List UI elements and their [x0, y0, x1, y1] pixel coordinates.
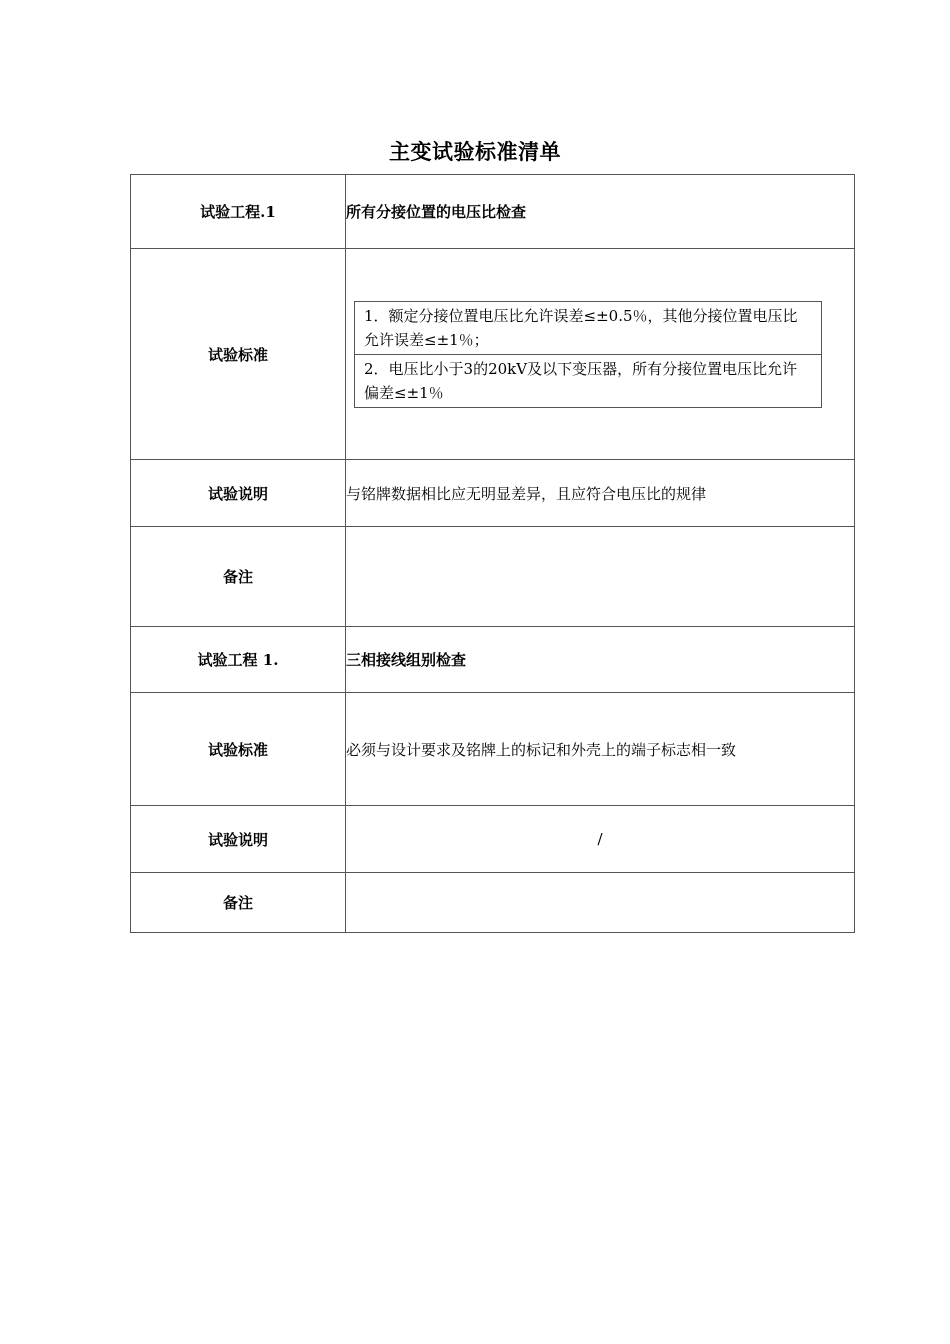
test-description-value: / [346, 806, 855, 873]
test-description-value: 与铭牌数据相比应无明显差异，且应符合电压比的规律 [346, 460, 855, 527]
remark-label: 备注 [131, 527, 346, 627]
remark-label: 备注 [131, 873, 346, 933]
test-standard-label: 试验标准 [131, 249, 346, 460]
table-row [131, 527, 855, 627]
test-item-value: 所有分接位置的电压比检查 [346, 175, 855, 249]
remark-value [346, 527, 855, 627]
table-row [131, 249, 855, 460]
test-item-label: 试验工程.1 [131, 175, 346, 249]
test-item-value: 三相接线组别检查 [346, 627, 855, 693]
test-standard-label: 试验标准 [131, 693, 346, 806]
table-row [131, 175, 855, 249]
test-description-label: 试验说明 [131, 460, 346, 527]
test-description-label: 试验说明 [131, 806, 346, 873]
table-row [131, 460, 855, 527]
table-row [131, 806, 855, 873]
table-row [131, 873, 855, 933]
standard-list-item: 1．额定分接位置电压比允许误差≤±0.5％，其他分接位置电压比允许误差≤±1％； [364, 306, 798, 349]
document-title: 主变试验标准清单 [389, 139, 561, 164]
remark-value [346, 873, 855, 933]
standard-list-item: 2．电压比小于3的20kV及以下变压器，所有分接位置电压比允许偏差≤±1％ [355, 354, 821, 407]
test-item-label: 试验工程 1. [131, 627, 346, 693]
test-standard-value [346, 249, 855, 460]
test-standard-value: 必须与设计要求及铭牌上的标记和外壳上的端子标志相一致 [346, 693, 855, 806]
test-standard-table [130, 174, 855, 933]
table-row [131, 693, 855, 806]
standard-list [354, 301, 822, 408]
table-row [131, 627, 855, 693]
